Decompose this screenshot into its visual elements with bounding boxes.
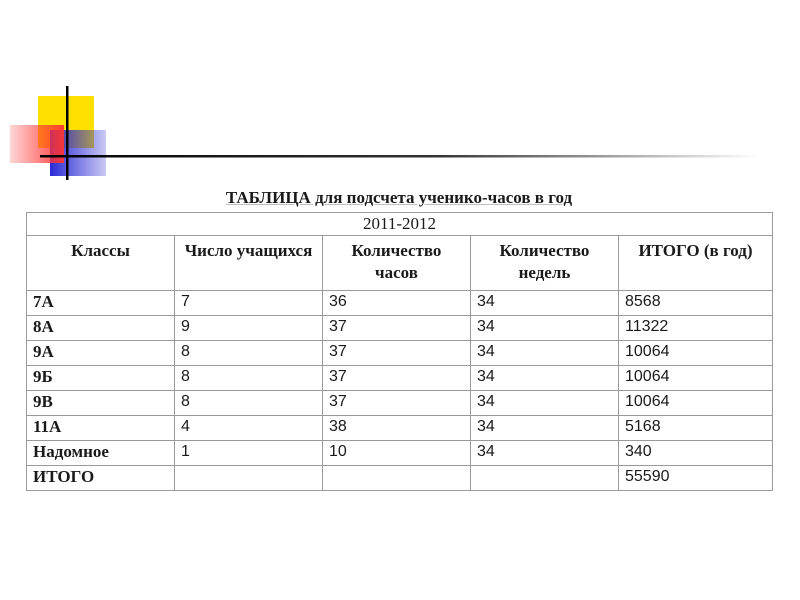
- weeks-cell: 34: [471, 416, 619, 441]
- total-label-cell: ИТОГО: [27, 466, 175, 491]
- students-cell: 7: [175, 291, 323, 316]
- class-cell: 7А: [27, 291, 175, 316]
- table-row: [27, 416, 773, 441]
- students-cell: 8: [175, 391, 323, 416]
- class-cell: 9В: [27, 391, 175, 416]
- class-cell: 8А: [27, 316, 175, 341]
- total-cell: 10064: [619, 391, 773, 416]
- total-row: [27, 466, 773, 491]
- column-header: Классы: [27, 236, 175, 291]
- page-title: ТАБЛИЦА для подсчета ученико-часов в год: [225, 188, 573, 207]
- column-header: Количество часов: [323, 236, 471, 291]
- hours-table: [26, 212, 773, 491]
- horizontal-line: [40, 155, 760, 158]
- students-cell: 8: [175, 366, 323, 391]
- weeks-cell: 34: [471, 366, 619, 391]
- hours-cell: 37: [323, 316, 471, 341]
- column-header: ИТОГО (в год): [619, 236, 773, 291]
- hours-cell: 37: [323, 391, 471, 416]
- table-row: [27, 441, 773, 466]
- students-cell: 4: [175, 416, 323, 441]
- hours-cell: 37: [323, 366, 471, 391]
- slide-decoration: [0, 0, 800, 200]
- class-cell: 9А: [27, 341, 175, 366]
- table-row: [27, 316, 773, 341]
- class-cell: 11А: [27, 416, 175, 441]
- weeks-cell: 34: [471, 291, 619, 316]
- header-row: [27, 236, 773, 291]
- total-cell: 11322: [619, 316, 773, 341]
- students-cell: 1: [175, 441, 323, 466]
- hours-cell: 10: [323, 441, 471, 466]
- grand-total-cell: 55590: [619, 466, 773, 491]
- hours-cell: [323, 466, 471, 491]
- table-row: [27, 291, 773, 316]
- total-cell: 10064: [619, 366, 773, 391]
- vertical-line: [66, 86, 69, 180]
- hours-cell: 36: [323, 291, 471, 316]
- table-row: [27, 341, 773, 366]
- weeks-cell: 34: [471, 316, 619, 341]
- total-cell: 5168: [619, 416, 773, 441]
- class-cell: 9Б: [27, 366, 175, 391]
- total-cell: 8568: [619, 291, 773, 316]
- column-header: Количество недель: [471, 236, 619, 291]
- weeks-cell: 34: [471, 391, 619, 416]
- year-cell: 2011-2012: [27, 213, 773, 236]
- students-cell: [175, 466, 323, 491]
- students-cell: 8: [175, 341, 323, 366]
- table-row: [27, 366, 773, 391]
- total-cell: 340: [619, 441, 773, 466]
- hours-cell: 38: [323, 416, 471, 441]
- hours-cell: 37: [323, 341, 471, 366]
- total-cell: 10064: [619, 341, 773, 366]
- column-header: Число учащихся: [175, 236, 323, 291]
- class-cell: Надомное: [27, 441, 175, 466]
- year-row: [27, 213, 773, 236]
- table-row: [27, 391, 773, 416]
- weeks-cell: 34: [471, 441, 619, 466]
- students-cell: 9: [175, 316, 323, 341]
- weeks-cell: 34: [471, 341, 619, 366]
- weeks-cell: [471, 466, 619, 491]
